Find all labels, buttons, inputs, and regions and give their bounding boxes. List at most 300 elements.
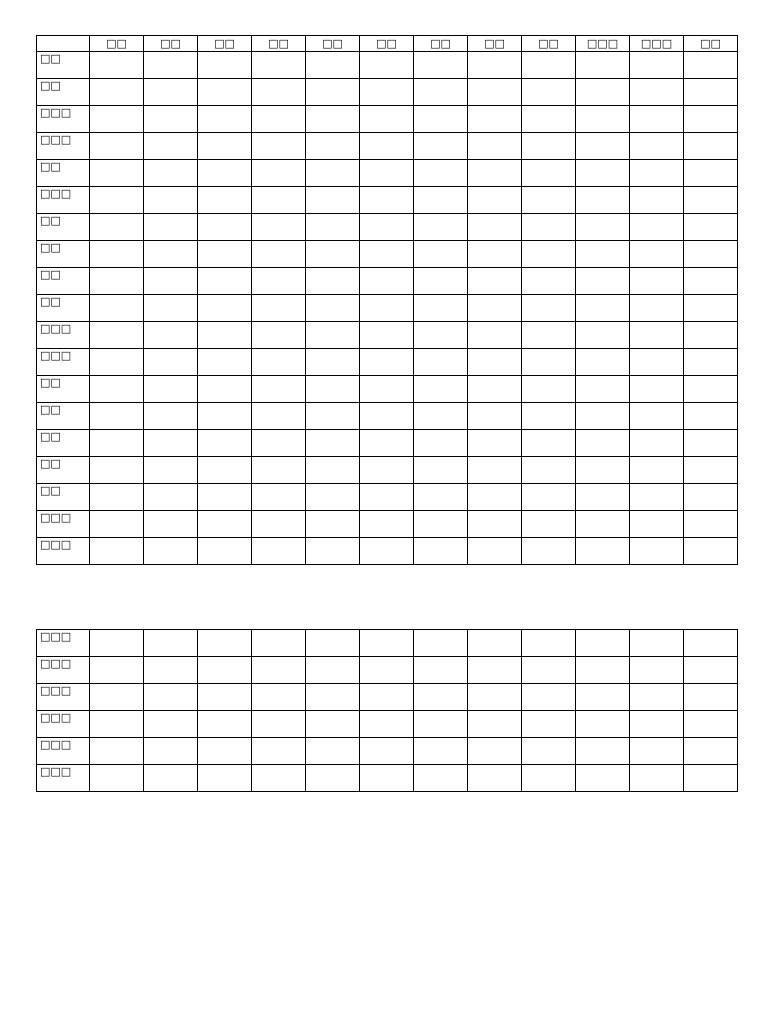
- table-cell: [252, 295, 306, 322]
- table-cell: [198, 430, 252, 457]
- table-cell: [630, 349, 684, 376]
- table-row: [37, 457, 738, 484]
- table-cell: [468, 657, 522, 684]
- table-cell: [576, 657, 630, 684]
- table-cell: [684, 349, 738, 376]
- table-cell: [198, 711, 252, 738]
- table-cell: [522, 52, 576, 79]
- row-label: □□□: [37, 738, 90, 765]
- table-cell: [90, 295, 144, 322]
- table-cell: [198, 268, 252, 295]
- table-cell: [522, 738, 576, 765]
- table-cell: [414, 711, 468, 738]
- table-cell: [684, 133, 738, 160]
- table-row: [37, 52, 738, 79]
- table-cell: [522, 79, 576, 106]
- table-cell: [630, 133, 684, 160]
- table-cell: [630, 79, 684, 106]
- table-cell: [414, 511, 468, 538]
- table-cell: [360, 630, 414, 657]
- table-cell: [252, 765, 306, 792]
- table-cell: [522, 187, 576, 214]
- table-cell: [90, 430, 144, 457]
- table-cell: [198, 684, 252, 711]
- table-cell: [90, 160, 144, 187]
- table-cell: [306, 52, 360, 79]
- table-cell: [684, 738, 738, 765]
- table-cell: [90, 106, 144, 133]
- table-cell: [90, 538, 144, 565]
- table-cell: [468, 430, 522, 457]
- table-row: [37, 79, 738, 106]
- table-cell: [252, 79, 306, 106]
- table-cell: [468, 403, 522, 430]
- table-cell: [576, 52, 630, 79]
- table-cell: [576, 403, 630, 430]
- column-header: □□: [684, 36, 738, 52]
- table-row: [37, 511, 738, 538]
- table-cell: [630, 322, 684, 349]
- table-cell: [576, 349, 630, 376]
- table-cell: [414, 160, 468, 187]
- table-cell: [306, 711, 360, 738]
- table-cell: [576, 684, 630, 711]
- table-cell: [144, 484, 198, 511]
- table-cell: [414, 133, 468, 160]
- table-cell: [630, 430, 684, 457]
- table-row: [37, 657, 738, 684]
- header-row: [37, 36, 738, 52]
- table-cell: [630, 511, 684, 538]
- table-cell: [414, 684, 468, 711]
- table-cell: [684, 241, 738, 268]
- table-cell: [414, 79, 468, 106]
- table-cell: [684, 684, 738, 711]
- table-cell: [576, 79, 630, 106]
- table-cell: [414, 457, 468, 484]
- table-cell: [468, 106, 522, 133]
- table-cell: [252, 511, 306, 538]
- table-row: [37, 322, 738, 349]
- row-label: □□□: [37, 538, 90, 565]
- table-cell: [360, 484, 414, 511]
- table-cell: [468, 241, 522, 268]
- table-cell: [198, 349, 252, 376]
- table-cell: [198, 79, 252, 106]
- table-cell: [198, 403, 252, 430]
- table-cell: [360, 538, 414, 565]
- table-row: [37, 376, 738, 403]
- table-cell: [576, 241, 630, 268]
- table-cell: [144, 241, 198, 268]
- table-cell: [198, 657, 252, 684]
- table-cell: [522, 765, 576, 792]
- table-cell: [360, 187, 414, 214]
- table-row: [37, 538, 738, 565]
- table-cell: [360, 457, 414, 484]
- table-cell: [306, 430, 360, 457]
- table-cell: [630, 214, 684, 241]
- table-cell: [414, 430, 468, 457]
- table-cell: [306, 268, 360, 295]
- table-cell: [252, 133, 306, 160]
- table-cell: [522, 630, 576, 657]
- table-cell: [576, 511, 630, 538]
- table-cell: [306, 538, 360, 565]
- table-cell: [252, 322, 306, 349]
- row-label: □□: [37, 79, 90, 106]
- table-cell: [252, 738, 306, 765]
- table-cell: [198, 133, 252, 160]
- table-cell: [198, 214, 252, 241]
- table-cell: [630, 657, 684, 684]
- table-cell: [90, 241, 144, 268]
- table-cell: [306, 511, 360, 538]
- table-cell: [306, 214, 360, 241]
- table-cell: [468, 214, 522, 241]
- table-row: [37, 295, 738, 322]
- table-cell: [144, 765, 198, 792]
- table-cell: [684, 376, 738, 403]
- table-cell: [252, 403, 306, 430]
- table-cell: [468, 79, 522, 106]
- row-label: □□□: [37, 711, 90, 738]
- table-cell: [252, 52, 306, 79]
- row-label: □□□: [37, 349, 90, 376]
- table-row: [37, 106, 738, 133]
- row-label: □□□: [37, 106, 90, 133]
- table-row: [37, 403, 738, 430]
- table-cell: [414, 349, 468, 376]
- table-cell: [576, 295, 630, 322]
- table-cell: [252, 376, 306, 403]
- schedule-table-top: [36, 35, 738, 565]
- table-cell: [90, 403, 144, 430]
- table-cell: [144, 349, 198, 376]
- table-cell: [306, 241, 360, 268]
- table-cell: [252, 630, 306, 657]
- row-label: □□: [37, 376, 90, 403]
- table-cell: [630, 538, 684, 565]
- table-cell: [360, 403, 414, 430]
- table-cell: [252, 349, 306, 376]
- table-cell: [144, 457, 198, 484]
- table-cell: [306, 457, 360, 484]
- table-cell: [414, 322, 468, 349]
- table-cell: [252, 160, 306, 187]
- table-cell: [630, 403, 684, 430]
- table-cell: [252, 684, 306, 711]
- table-cell: [252, 214, 306, 241]
- table-cell: [576, 538, 630, 565]
- row-label: □□□: [37, 657, 90, 684]
- table-cell: [306, 738, 360, 765]
- row-label: □□: [37, 430, 90, 457]
- table-cell: [90, 630, 144, 657]
- table-cell: [306, 403, 360, 430]
- table-row: [37, 160, 738, 187]
- table-cell: [468, 684, 522, 711]
- table-cell: [90, 133, 144, 160]
- table-cell: [144, 376, 198, 403]
- table-cell: [144, 430, 198, 457]
- table-cell: [144, 133, 198, 160]
- table-cell: [684, 630, 738, 657]
- table-cell: [630, 765, 684, 792]
- table-cell: [522, 484, 576, 511]
- table-cell: [414, 52, 468, 79]
- table-cell: [360, 684, 414, 711]
- table-cell: [576, 738, 630, 765]
- table-cell: [306, 106, 360, 133]
- table-cell: [468, 349, 522, 376]
- table-cell: [468, 738, 522, 765]
- table-cell: [414, 187, 468, 214]
- table-cell: [414, 106, 468, 133]
- table-cell: [90, 349, 144, 376]
- table-cell: [198, 106, 252, 133]
- table-cell: [630, 684, 684, 711]
- table-cell: [252, 187, 306, 214]
- table-cell: [684, 79, 738, 106]
- row-label: □□□: [37, 187, 90, 214]
- row-label: □□□: [37, 133, 90, 160]
- table-cell: [90, 657, 144, 684]
- table-cell: [306, 630, 360, 657]
- table-cell: [630, 484, 684, 511]
- table-cell: [144, 52, 198, 79]
- table-cell: [198, 511, 252, 538]
- table-cell: [414, 657, 468, 684]
- table-cell: [90, 187, 144, 214]
- table-row: [37, 214, 738, 241]
- table-cell: [468, 187, 522, 214]
- table-cell: [144, 322, 198, 349]
- table-cell: [414, 241, 468, 268]
- row-label: □□: [37, 214, 90, 241]
- table-cell: [414, 268, 468, 295]
- table-cell: [360, 241, 414, 268]
- table-cell: [252, 538, 306, 565]
- table-cell: [144, 187, 198, 214]
- table-cell: [684, 268, 738, 295]
- table-cell: [306, 133, 360, 160]
- table-cell: [306, 376, 360, 403]
- table-cell: [576, 484, 630, 511]
- table-cell: [306, 765, 360, 792]
- table-cell: [522, 268, 576, 295]
- table-row: [37, 133, 738, 160]
- table-cell: [252, 106, 306, 133]
- table-cell: [684, 765, 738, 792]
- table-cell: [252, 657, 306, 684]
- table-cell: [522, 106, 576, 133]
- table-cell: [198, 52, 252, 79]
- table-cell: [252, 430, 306, 457]
- row-label: □□□: [37, 322, 90, 349]
- table-cell: [252, 457, 306, 484]
- table-cell: [522, 430, 576, 457]
- table-cell: [522, 457, 576, 484]
- column-header: □□: [198, 36, 252, 52]
- table-cell: [360, 133, 414, 160]
- table-cell: [630, 738, 684, 765]
- table-cell: [684, 187, 738, 214]
- table-cell: [144, 630, 198, 657]
- schedule-table-bottom: [36, 629, 738, 792]
- table-cell: [360, 657, 414, 684]
- table-cell: [198, 295, 252, 322]
- row-label: □□: [37, 403, 90, 430]
- table-cell: [90, 511, 144, 538]
- table-cell: [360, 511, 414, 538]
- table-cell: [684, 484, 738, 511]
- table-cell: [522, 403, 576, 430]
- table-cell: [144, 657, 198, 684]
- row-label: □□: [37, 295, 90, 322]
- table-cell: [468, 295, 522, 322]
- table-row: [37, 241, 738, 268]
- table-cell: [468, 457, 522, 484]
- table-row: [37, 711, 738, 738]
- table-cell: [630, 187, 684, 214]
- table-cell: [306, 295, 360, 322]
- table-cell: [630, 457, 684, 484]
- table-cell: [522, 684, 576, 711]
- table-cell: [144, 295, 198, 322]
- table-cell: [90, 484, 144, 511]
- table-cell: [522, 133, 576, 160]
- table-cell: [468, 630, 522, 657]
- table-cell: [198, 187, 252, 214]
- table-cell: [90, 765, 144, 792]
- column-header: □□□: [576, 36, 630, 52]
- table-cell: [360, 376, 414, 403]
- table-cell: [360, 430, 414, 457]
- table-cell: [360, 79, 414, 106]
- table-cell: [306, 160, 360, 187]
- row-label: □□□: [37, 684, 90, 711]
- row-label: □□: [37, 160, 90, 187]
- table-cell: [522, 511, 576, 538]
- table-cell: [522, 214, 576, 241]
- row-label: □□□: [37, 511, 90, 538]
- table-cell: [252, 711, 306, 738]
- table-row: [37, 738, 738, 765]
- table-cell: [198, 630, 252, 657]
- table-cell: [576, 187, 630, 214]
- table-cell: [468, 765, 522, 792]
- table-cell: [360, 52, 414, 79]
- table-cell: [684, 214, 738, 241]
- table-cell: [468, 322, 522, 349]
- table-cell: [144, 160, 198, 187]
- table-cell: [684, 538, 738, 565]
- row-label: □□: [37, 457, 90, 484]
- table-cell: [576, 133, 630, 160]
- table-cell: [414, 765, 468, 792]
- row-label: □□: [37, 268, 90, 295]
- table-cell: [468, 484, 522, 511]
- table-cell: [576, 430, 630, 457]
- table-cell: [468, 268, 522, 295]
- row-label: □□□: [37, 765, 90, 792]
- table-cell: [684, 322, 738, 349]
- table-cell: [198, 457, 252, 484]
- table-cell: [144, 214, 198, 241]
- table-cell: [198, 160, 252, 187]
- table-cell: [414, 295, 468, 322]
- table-cell: [522, 376, 576, 403]
- table-cell: [90, 322, 144, 349]
- column-header: □□: [414, 36, 468, 52]
- table-cell: [576, 214, 630, 241]
- column-header: □□: [468, 36, 522, 52]
- table-cell: [90, 738, 144, 765]
- table-cell: [252, 241, 306, 268]
- table-cell: [468, 511, 522, 538]
- table-cell: [198, 738, 252, 765]
- table-cell: [414, 376, 468, 403]
- table-cell: [522, 241, 576, 268]
- table-cell: [576, 268, 630, 295]
- table-cell: [90, 457, 144, 484]
- table-cell: [360, 711, 414, 738]
- table-cell: [576, 322, 630, 349]
- table-cell: [468, 538, 522, 565]
- table-cell: [90, 52, 144, 79]
- table-cell: [144, 403, 198, 430]
- table-cell: [306, 322, 360, 349]
- table-cell: [144, 106, 198, 133]
- table-row: [37, 484, 738, 511]
- table-cell: [468, 711, 522, 738]
- table-cell: [198, 765, 252, 792]
- table-cell: [144, 738, 198, 765]
- column-header: □□: [144, 36, 198, 52]
- table-cell: [144, 538, 198, 565]
- table-cell: [630, 241, 684, 268]
- table-cell: [576, 711, 630, 738]
- row-label: □□: [37, 241, 90, 268]
- table-cell: [576, 765, 630, 792]
- table-row: [37, 268, 738, 295]
- column-header: □□: [252, 36, 306, 52]
- table-cell: [360, 160, 414, 187]
- table-cell: [306, 349, 360, 376]
- table-cell: [630, 376, 684, 403]
- table-cell: [360, 214, 414, 241]
- column-header: □□: [306, 36, 360, 52]
- table-cell: [144, 268, 198, 295]
- table-cell: [468, 376, 522, 403]
- table-cell: [252, 484, 306, 511]
- table-cell: [198, 538, 252, 565]
- table-cell: [90, 711, 144, 738]
- table-cell: [630, 106, 684, 133]
- table-cell: [360, 322, 414, 349]
- table-cell: [360, 349, 414, 376]
- table-cell: [630, 52, 684, 79]
- table-cell: [360, 106, 414, 133]
- table-cell: [684, 711, 738, 738]
- table-cell: [684, 657, 738, 684]
- table-cell: [522, 295, 576, 322]
- table-cell: [90, 79, 144, 106]
- column-header: □□: [360, 36, 414, 52]
- table-cell: [630, 630, 684, 657]
- table-cell: [630, 295, 684, 322]
